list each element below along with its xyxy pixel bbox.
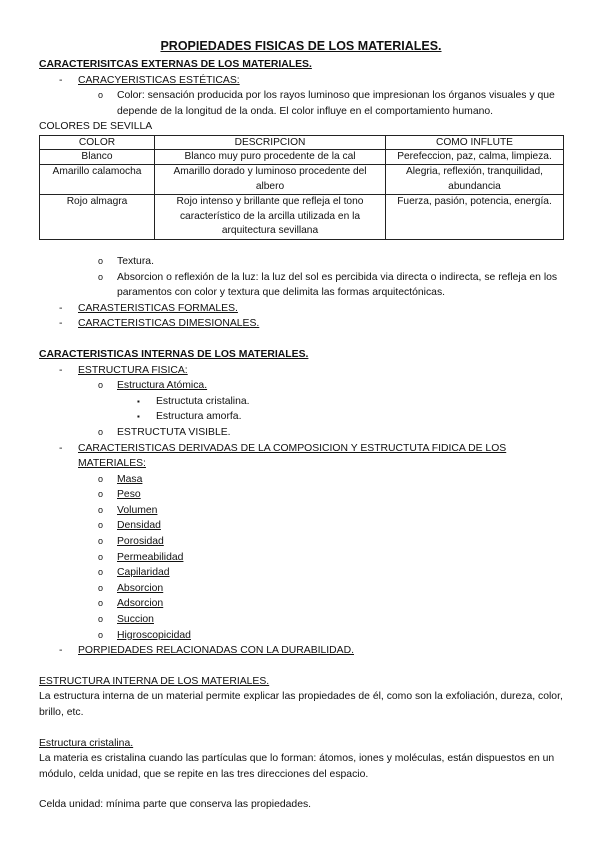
prop-masa: Masa [117,473,143,485]
circle-bullet: o [98,614,104,625]
list-item [39,518,563,534]
prop-peso: Peso [117,489,141,501]
prop-porosidad: Porosidad [117,536,164,548]
circle-bullet: o [98,520,104,531]
prop-capilaridad: Capilaridad [117,567,170,579]
list-item [39,503,563,519]
list-item [39,487,563,503]
list-item [39,394,563,410]
list-item [39,378,563,394]
durabilidad-label: PORPIEDADES RELACIONADAS CON LA DURABILIDAD. [78,645,355,657]
list-item [39,628,563,644]
table-row [40,149,564,165]
estructura-cristalina-text: La materia es cristalina cuando las partículas que lo forman: átomos, iones y moléculas, están dispuestos en un módulo, celda unidad, que se repite en las tres direcciones del espacio. [39,753,555,780]
table-row [40,195,564,240]
circle-bullet: o [98,551,104,562]
dimensionales-label: CARACTERISTICAS DIMESIONALES. [78,318,260,330]
table-cell: Blanco [40,149,155,165]
square-bullet: ▪ [137,412,140,422]
list-item [39,596,563,612]
external-heading: CARACTERISITCAS EXTERNAS DE LOS MATERIALES. [39,59,312,70]
list-item [39,550,563,566]
list-item [39,441,563,472]
table-cell: Rojo intenso y brillante que refleja el tono característico de la arcilla utilizada en la arquitectura sevillana [155,195,386,240]
table-cell: Alegria, reflexión, tranquilidad, abundancia [386,165,564,195]
color-text: Color: sensación producida por los rayos luminoso que impresionan los órganos visuales y que depende de la longitud de la onda. El color influye en el comportamiento humano. [117,90,555,117]
table-cell: Amarillo calamocha [40,165,155,195]
fisica-label: ESTRUCTURA FISICA: [78,364,188,376]
visible-text: ESTRUCTUTA VISIBLE. [117,426,231,438]
amorfa-text: Estructura amorfa. [156,411,242,423]
list-item [39,254,563,270]
list-item [39,270,563,301]
list-item [39,73,563,89]
dash-bullet: - [59,645,63,657]
list-item [39,425,563,441]
spacer [39,332,563,347]
circle-bullet: o [98,473,104,484]
list-item [39,565,563,581]
table-header: COMO INFLUTE [386,135,564,149]
prop-densidad: Densidad [117,520,161,532]
circle-bullet: o [98,598,104,609]
spacer [39,721,563,736]
circle-bullet: o [98,629,104,640]
list-item [39,643,563,659]
list-item [39,316,563,332]
table-cell: Rojo almagra [40,195,155,240]
prop-succion: Succion [117,614,154,626]
internal-list [39,363,563,659]
estructura-cristalina-heading: Estructura cristalina. [39,737,134,749]
table-cell: Blanco muy puro procedente de la cal [155,149,386,165]
table-header: DESCRIPCION [155,135,386,149]
circle-bullet: o [98,271,104,282]
prop-permeabilidad: Permeabilidad [117,551,184,563]
square-bullet: ▪ [137,396,140,406]
circle-bullet: o [98,255,104,266]
derivadas-label: CARACTERISTICAS DERIVADAS DE LA COMPOSICION Y ESTRUCTUTA FIDICA DE LOS MATERIALES: [78,442,507,470]
list-item [39,612,563,628]
table-caption: COLORES DE SEVILLA [39,121,153,133]
prop-adsorcion: Adsorcion [117,598,164,610]
spacer [39,782,563,797]
list-item [39,88,563,119]
cristalina-text: Estructuta cristalina. [156,395,250,407]
circle-bullet: o [98,504,104,515]
colors-table [39,135,564,240]
list-item [39,472,563,488]
prop-higroscopicidad: Higroscopicidad [117,629,191,641]
external-list-continued [39,254,563,332]
circle-bullet: o [98,426,104,437]
absorcion-text: Absorcion o reflexión de la luz: la luz del sol es percibida via directa o indirecta, se refleja en los paramentos con color y textura que delimita las formas arquitectónicas. [117,271,558,299]
circle-bullet: o [98,536,104,547]
table-cell: Amarillo dorado y luminoso procedente del albero [155,165,386,195]
list-item [39,581,563,597]
esteticas-label: CARACYERISTICAS ESTÉTICAS: [78,74,240,86]
table-cell: Fuerza, pasión, potencia, energía. [386,195,564,240]
textura-text: Textura. [117,255,154,267]
circle-bullet: o [98,90,104,101]
circle-bullet: o [98,582,104,593]
formales-label: CARASTERISTICAS FORMALES. [78,302,238,314]
list-item [39,301,563,317]
estructura-interna-heading: ESTRUCTURA INTERNA DE LOS MATERIALES. [39,675,270,687]
celda-unidad-text: Celda unidad: mínima parte que conserva las propiedades. [39,799,312,811]
list-item [39,363,563,379]
atomica-label: Estructura Atómica. [117,380,208,392]
internal-heading: CARACTERISTICAS INTERNAS DE LOS MATERIALES. [39,348,309,360]
table-header: COLOR [40,135,155,149]
table-row [40,165,564,195]
prop-absorcion: Absorcion [117,582,164,594]
dash-bullet: - [59,302,63,314]
circle-bullet: o [98,489,104,500]
list-item [39,534,563,550]
dash-bullet: - [59,74,63,86]
dash-bullet: - [59,442,63,454]
external-list [39,73,563,120]
spacer [39,659,563,674]
prop-volumen: Volumen [117,504,158,516]
table-header-row [40,135,564,149]
table-cell: Perefeccion, paz, calma, limpieza. [386,149,564,165]
circle-bullet: o [98,567,104,578]
dash-bullet: - [59,318,63,330]
page-title: PROPIEDADES FISICAS DE LOS MATERIALES. [160,39,442,53]
list-item [39,409,563,425]
circle-bullet: o [98,380,104,391]
estructura-interna-text: La estructura interna de un material permite explicar las propiedades de él, como son la exfoliación, dureza, color, brillo, etc. [39,691,563,718]
dash-bullet: - [59,364,63,376]
